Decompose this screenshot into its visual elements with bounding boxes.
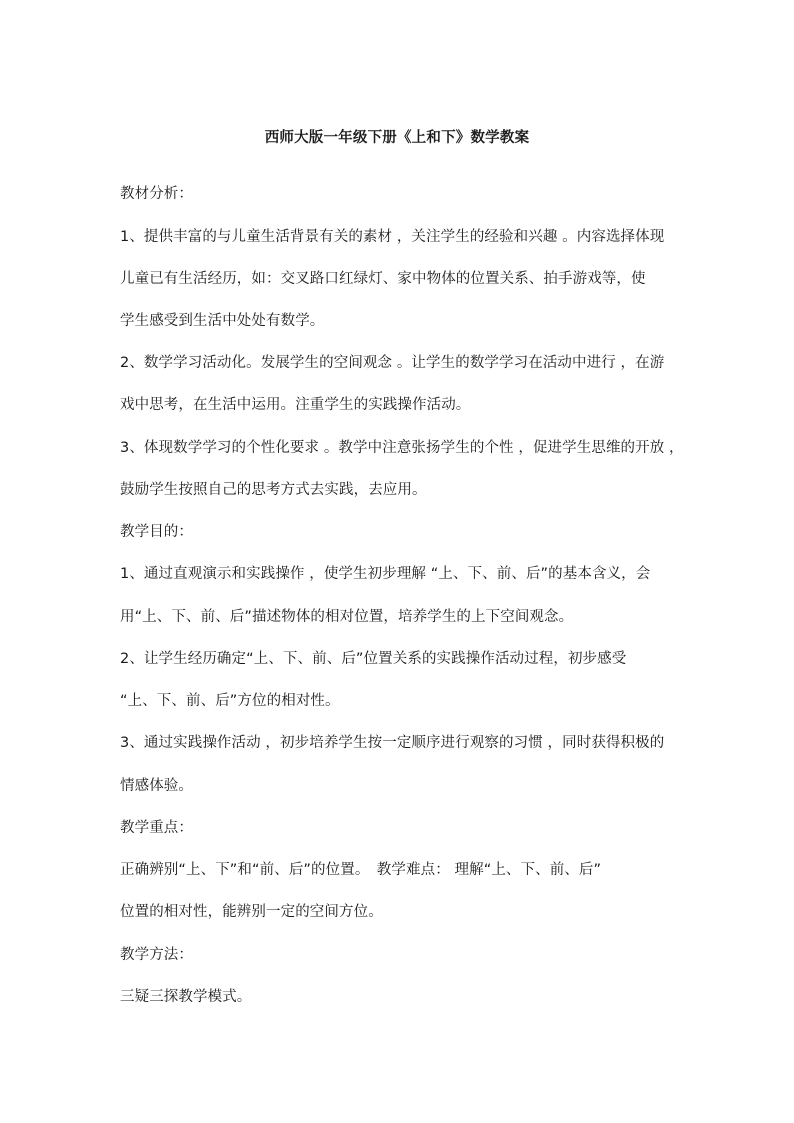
paragraph-line: 3、通过实践操作活动 ，初步培养学生按一定顺序进行观察的习惯 ，同时获得积极的 [120, 735, 665, 751]
section-heading-key-points: 教学重点： [120, 820, 193, 836]
paragraph-line: 学生感受到生活中处处有数学。 [120, 313, 325, 329]
paragraph-line: “上、下、前、后”方位的相对性。 [120, 693, 340, 709]
paragraph-line: 2、数学学习活动化。发展学生的空间观念 。让学生的数学学习在活动中进行 ，在游 [120, 355, 665, 371]
paragraph-line: 情感体验。 [120, 778, 193, 794]
paragraph-line: 鼓励学生按照自己的思考方式去实践，去应用。 [120, 482, 427, 498]
paragraph-line: 用“上、下、前、后”描述物体的相对位置，培养学生的上下空间观念。 [120, 609, 574, 625]
section-heading-teaching-methods: 教学方法： [120, 947, 193, 963]
paragraph-line: 戏中思考，在生活中运用。注重学生的实践操作活动。 [120, 397, 471, 413]
paragraph-line: 1、提供丰富的与儿童生活背景有关的素材 ，关注学生的经验和兴趣 。内容选择体现 [120, 229, 665, 245]
document-title: 西师大版一年级下册《上和下》数学教案 [264, 130, 530, 146]
section-heading-teaching-objectives: 教学目的： [120, 524, 193, 540]
paragraph-line: 位置的相对性，能辨别一定的空间方位。 [120, 904, 383, 920]
paragraph-line: 3、体现数学学习的个性化要求 。教学中注意张扬学生的个性 ，促进学生思维的开放 ， [120, 440, 684, 456]
paragraph-line: 2、让学生经历确定“上、下、前、后”位置关系的实践操作活动过程，初步感受 [120, 651, 627, 667]
paragraph-line: 正确辨别“上、下”和“前、后”的位置。 教学难点： 理解“上、下、前、后” [120, 862, 602, 878]
paragraph-line: 三疑三探教学模式。 [120, 989, 252, 1005]
section-heading-material-analysis: 教材分析： [120, 186, 193, 202]
paragraph-line: 儿童已有生活经历，如：交叉路口红绿灯、家中物体的位置关系、拍手游戏等，使 [120, 271, 646, 287]
paragraph-line: 1、通过直观演示和实践操作 ，使学生初步理解 “上、下、前、后”的基本含义，会 [120, 566, 651, 582]
